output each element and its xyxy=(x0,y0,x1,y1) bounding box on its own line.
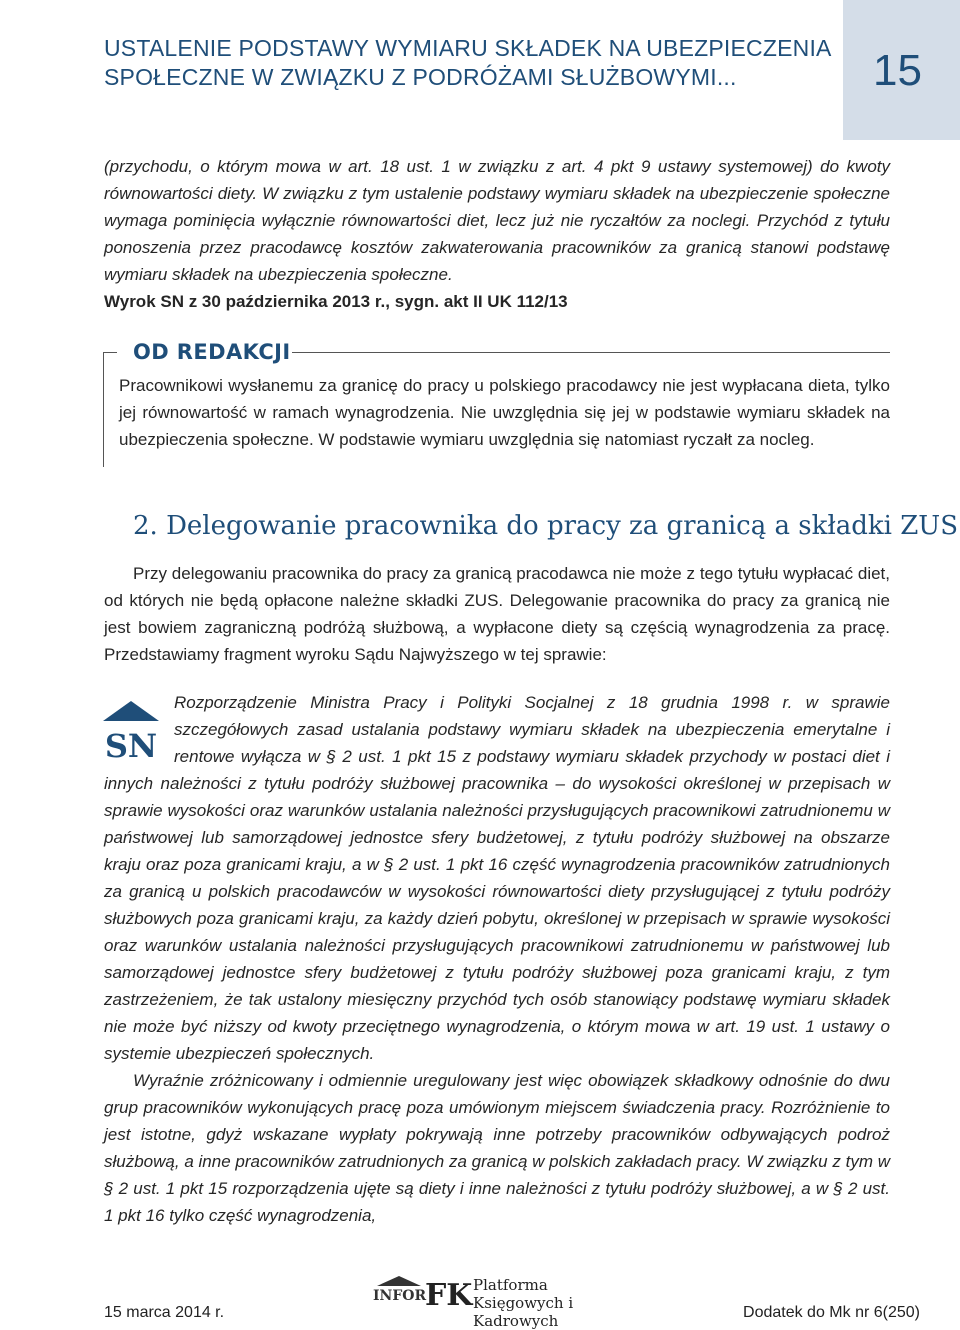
header-title-line-2: SPOŁECZNE W ZWIĄZKU Z PODRÓŻAMI SŁUŻBOWYMI... xyxy=(104,64,737,90)
footer-date: 15 marca 2014 r. xyxy=(104,1304,225,1321)
quote-text-2: Wyraźnie zróżnicowany i odmiennie uregulowany jest więc obowiązek składkowy odnośnie do dwu grup pracowników wykonujących pracę poza umówionym miejscem świadczenia pracy. Rozróżnienie to jest istotne, gdyż wskazane wypłaty pokrywają inne potrzeby pracowników odbywających podroż służbową, a inne pracowników zatrudnionych za granicą w polskich zakładach pracy. W związku z tym w § 2 ust. 1 pkt 15 rozporządzenia ujęte są diety i inne należności z tytułu podróży służbowej, a w § 2 ust. 1 pkt 16 tylko część wynagrodzenia, xyxy=(104,1071,890,1225)
section-heading: 2. Delegowanie pracownika do pracy za granicą a składki ZUS xyxy=(133,511,959,541)
running-header-title xyxy=(104,34,844,92)
court-quote xyxy=(104,689,890,1229)
logo-line-1: Platforma xyxy=(473,1276,548,1294)
editorial-box-top-border-left xyxy=(103,352,117,353)
editorial-box-left-border xyxy=(103,352,104,467)
quote-text: Rozporządzenie Ministra Pracy i Polityki Socjalnej z 18 grudnia 1998 r. w sprawie szczegółowych zasad ustalania podstawy wymiaru składek na ubezpieczenia emerytalne i rentowe wyłącza w § 2 ust. 1 pkt 15 z podstawy wymiaru składek przychody w postaci diet i innych należności z tytułu podróży służbowej pracownika – do wysokości określonej w przepisach w sprawie wysokości oraz warunków ustalania należności przysługujących pracownikowi zatrudnionemu w państwowej lub samorządowej jednostce sfery budżetowej, z tytułu podróży służbowej na obszarze kraju oraz poza granicami kraju, a w § 2 ust. 1 pkt 16 część wynagrodzenia pracowników zatrudnionych za granicą u polskich pracodawców w wysokości równowartości diety przysługującej z tytułu podróży służbowych poza granicami kraju, za każdy dzień pobytu, określonej w przepisach w sprawie wysokości oraz warunków ustalania należności przysługujących pracownikowi zatrudnionemu w państwowej lub samorządowej jednostce sfery budżetowej z tytułu podróży służbowej poza granicami kraju, z tym zastrzeżeniem, że tak ustalony miesięczny przychód tych osób stanowiący podstawę wymiaru składek nie może być niższy od kwoty przeciętnego wynagrodzenia, o którym mowa w art. 19 ust. 1 ustawy o systemie ubezpieczeń społecznych. xyxy=(104,693,890,1063)
logo-float-spacer xyxy=(104,689,174,769)
logo-fk: FK xyxy=(425,1278,473,1313)
editorial-box-top-border-right xyxy=(292,352,890,353)
page-number: 15 xyxy=(873,46,922,95)
editorial-text: Pracownikowi wysłanemu za granicę do pracy u polskiego pracodawcy nie jest wypłacana dieta, tylko jej równowartość w ramach wynagrodzenia. Nie uwzględnia się jej w podstawie wymiaru składek na ubezpieczenia społeczne. W podstawie wymiaru uwzględnia się natomiast ryczałt za nocleg. xyxy=(119,376,890,449)
header-title-line-1: USTALENIE PODSTAWY WYMIARU SKŁADEK NA UBEZPIECZENIA xyxy=(104,35,832,61)
section-paragraph: Przy delegowaniu pracownika do pracy za granicą pracodawca nie może z tego tytułu wypłacać diet, od których nie będą opłacone należne składki ZUS. Delegowanie pracownika do pracy za granicą nie jest bowiem zagraniczną podróżą służbową, a wypłacone diety są częścią wynagrodzenia za pracę. Przedstawiamy fragment wyroku Sądu Najwyższego w tej sprawie: xyxy=(104,564,890,664)
infor-roof-icon xyxy=(377,1276,421,1286)
logo-sn-text: SN xyxy=(104,727,158,765)
court-ruling-citation: Wyrok SN z 30 października 2013 r., sygn. akt II UK 112/13 xyxy=(104,292,568,311)
footer-publication: Dodatek do Mk nr 6(250) xyxy=(743,1304,920,1321)
editorial-label: OD REDAKCJI xyxy=(133,340,291,364)
logo-infor: INFOR xyxy=(373,1288,427,1304)
intro-text: (przychodu, o którym mowa w art. 18 ust. 1 w związku z art. 4 pkt 9 ustawy systemowej) do kwoty równowartości diety. W związku z tym ustalenie podstawy wymiaru składek na ubezpieczenie społeczne wymaga pominięcia wyłącznie równowartości diet, lecz już nie ryczałtów za noclegi. Przychód z tytułu ponoszenia przez pracodawcę kosztów zakwaterowania pracowników za granicą stanowi podstawę wymiaru składek na ubezpieczenia społeczne. xyxy=(104,157,890,284)
logo-line-2: Księgowych i Kadrowych xyxy=(473,1294,574,1330)
intro-paragraph xyxy=(104,153,890,315)
publisher-logo xyxy=(373,1276,643,1330)
